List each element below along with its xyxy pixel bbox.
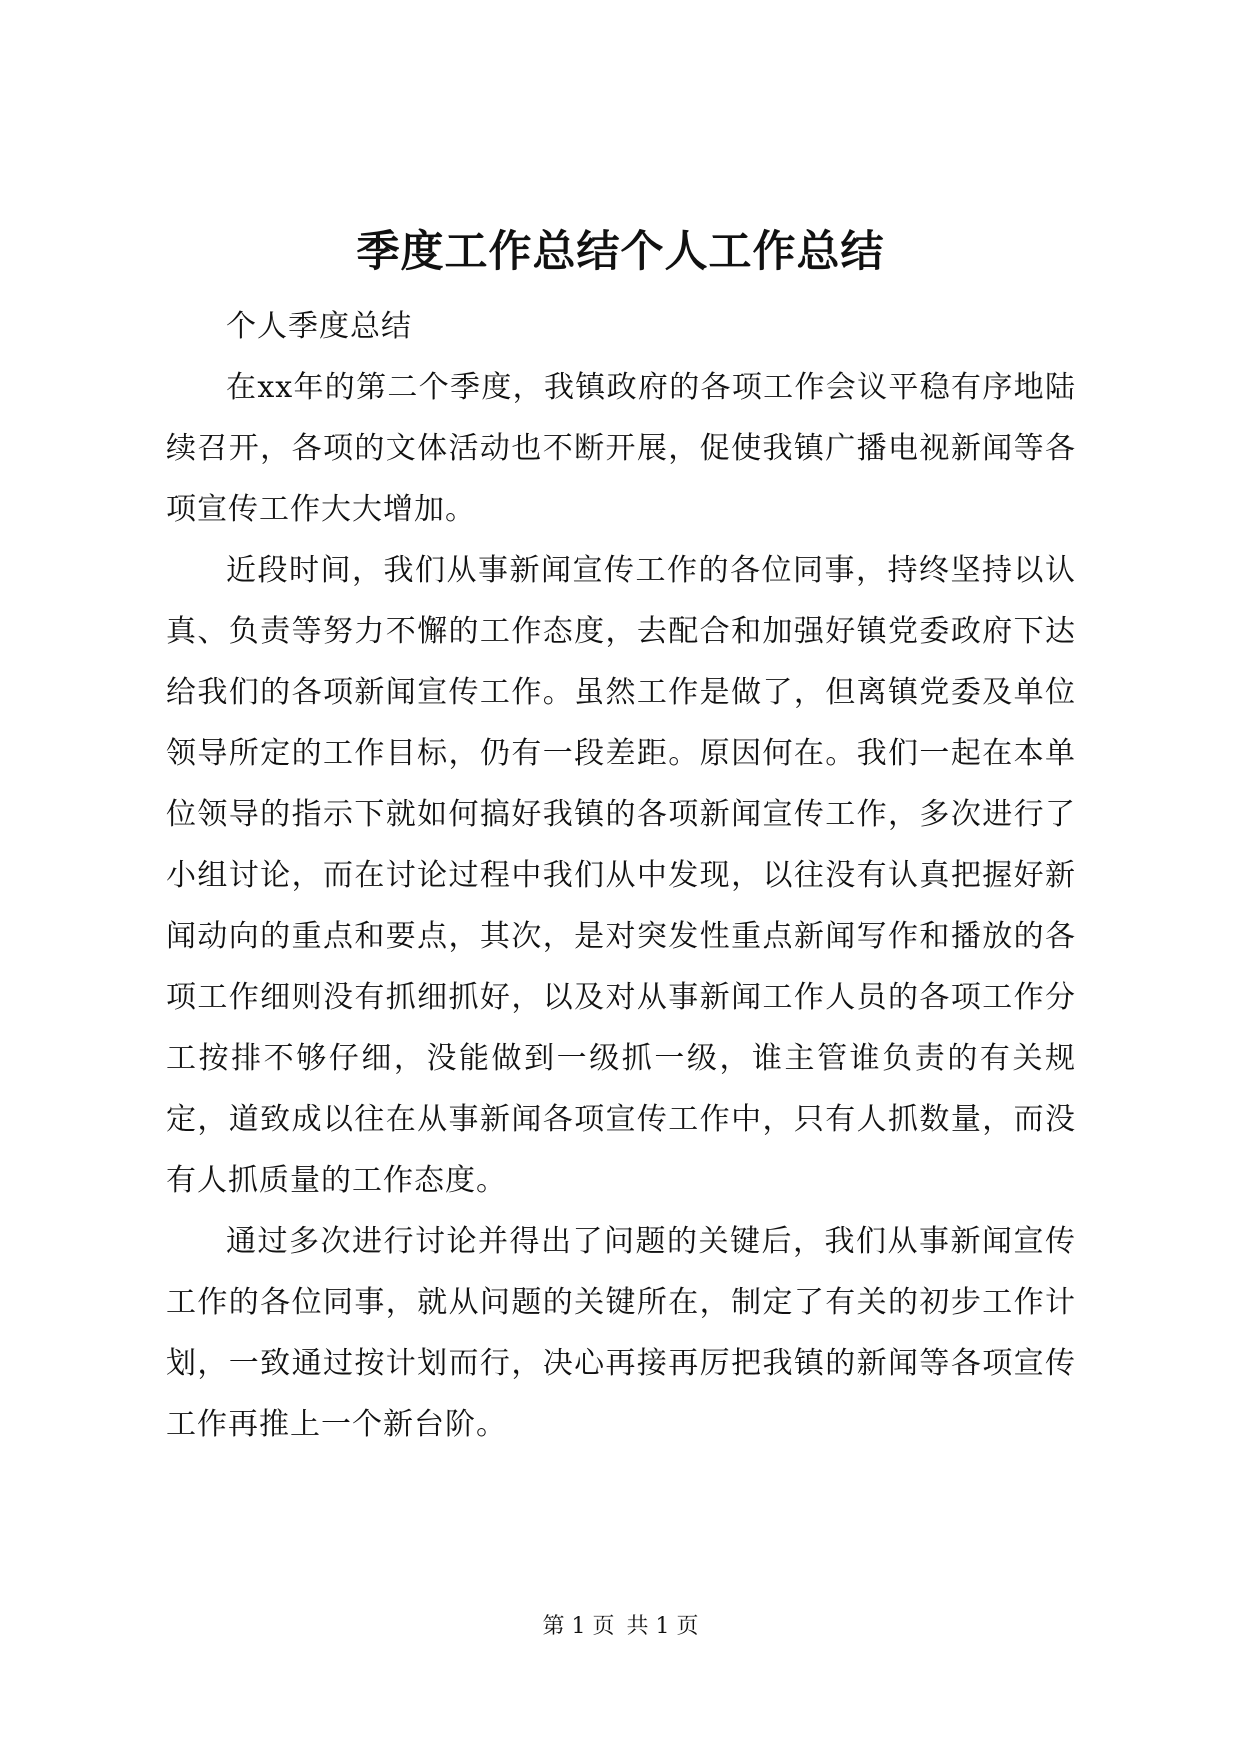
body-paragraph-3: 通过多次进行讨论并得出了问题的关键后，我们从事新闻宣传工作的各位同事，就从问题的关键所在，制定了有关的初步工作计划，一致通过按计划而行，决心再接再厉把我镇的新闻等各项宣传工作再推上一个新台阶。 bbox=[166, 1224, 1076, 1442]
body-paragraph-2: 近段时间，我们从事新闻宣传工作的各位同事，持终坚持以认真、负责等努力不懈的工作态度，去配合和加强好镇党委政府下达给我们的各项新闻宣传工作。虽然工作是做了，但离镇党委及单位领导所定的工作目标，仍有一段差距。原因何在。我们一起在本单位领导的指示下就如何搞好我镇的各项新闻宣传工作，多次进行了小组讨论，而在讨论过程中我们从中发现，以往没有认真把握好新闻动向的重点和要点，其次，是对突发性重点新闻写作和播放的各项工作细则没有抓细抓好，以及对从事新闻工作人员的各项工作分工按排不够仔细，没能做到一级抓一级，谁主管谁负责的有关规定，道致成以往在从事新闻各项宣传工作中，只有人抓数量，而没有人抓质量的工作态度。 bbox=[166, 553, 1076, 1198]
document-title: 季度工作总结个人工作总结 bbox=[356, 227, 885, 277]
document-subtitle: 个人季度总结 bbox=[226, 309, 412, 344]
page-total: 共 1 页 bbox=[626, 1614, 699, 1639]
body-paragraph-1: 在xx年的第二个季度，我镇政府的各项工作会议平稳有序地陆续召开，各项的文体活动也不断开展，促使我镇广播电视新闻等各项宣传工作大大增加。 bbox=[166, 370, 1076, 527]
document-body bbox=[166, 296, 1076, 1455]
page-footer bbox=[0, 1612, 1241, 1642]
page-number: 第 1 页 bbox=[542, 1614, 615, 1639]
